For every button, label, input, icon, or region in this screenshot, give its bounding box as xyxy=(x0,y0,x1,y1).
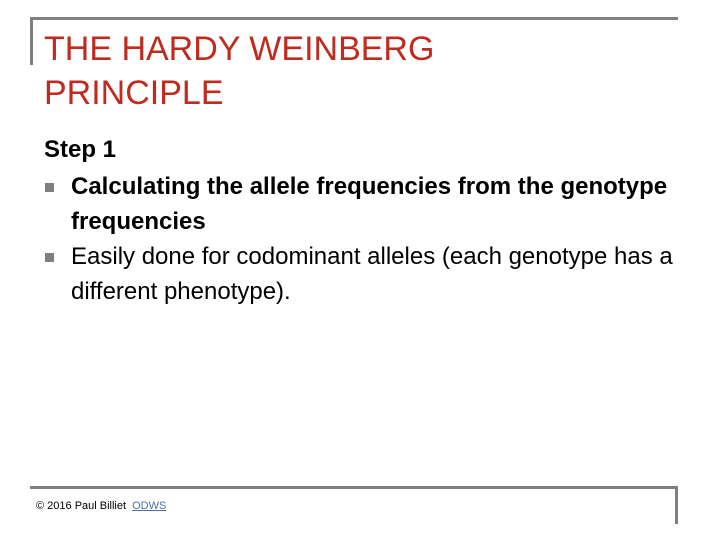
bullet-square-icon xyxy=(45,183,54,192)
bottom-right-frame-line xyxy=(675,486,678,524)
slide-title xyxy=(44,27,434,115)
slide-title-line-1: THE HARDY WEINBERG xyxy=(44,30,435,68)
footer xyxy=(36,499,166,513)
odws-link[interactable]: ODWS xyxy=(132,500,167,512)
left-frame-line xyxy=(30,17,33,65)
bottom-frame-line xyxy=(30,486,678,489)
bullet-item-2 xyxy=(44,239,694,309)
bullet-list xyxy=(44,169,694,309)
slide-body xyxy=(44,131,694,309)
copyright-text: © 2016 Paul Billiet xyxy=(36,500,127,512)
bullet-square-icon xyxy=(45,253,54,262)
slide-title-line-2: PRINCIPLE xyxy=(44,74,224,112)
step-heading: Step 1 xyxy=(44,136,117,163)
bullet-text-1: Calculating the allele frequencies from the genotype frequencies xyxy=(71,173,668,235)
bullet-text-2: Easily done for codominant alleles (each genotype has a different phenotype). xyxy=(71,243,673,305)
top-frame-line xyxy=(30,17,678,20)
bullet-item-1 xyxy=(44,169,694,239)
